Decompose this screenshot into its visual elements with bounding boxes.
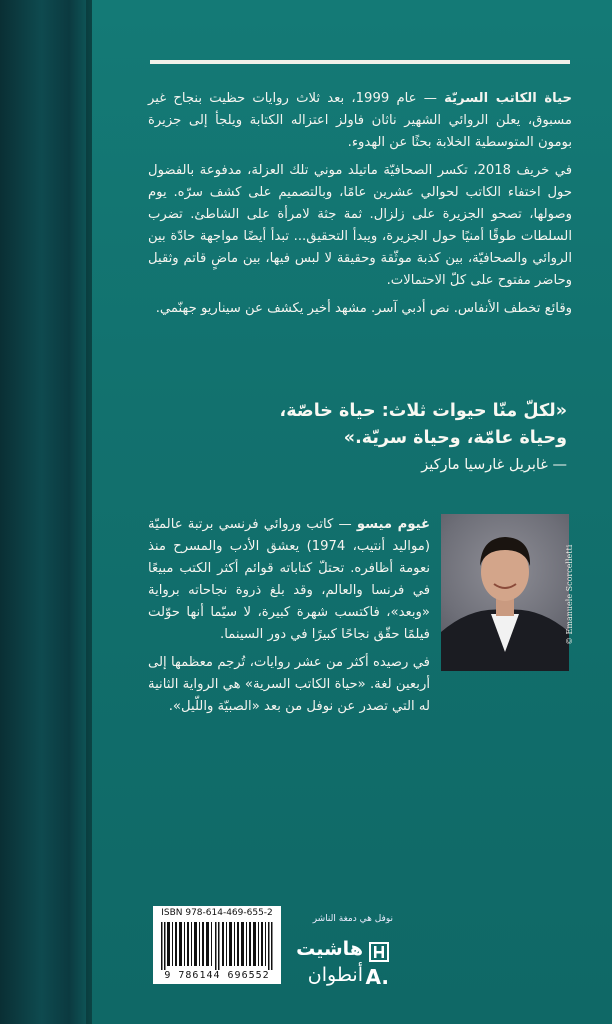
- synopsis: [148, 88, 572, 326]
- author-p1-body: — كاتب وروائي فرنسي برتبة عالميّة (مواليد أنتيب، 1974) يعشق الأدب والمسرح منذ نعومة أظافره. تحتلّ كتاباته قوائم أكثر الكتب مبيعًا في فرنسا والعالم، وقد بلغ ذروة نجاحاته برواية «وبعد»، فاكتسب شهرة كبيرة، لا سيّما أنها حوّلت فيلمًا حقّق نجاحًا كبيرًا في دور السينما.: [148, 517, 430, 642]
- hachette-h-icon: [369, 942, 389, 962]
- isbn-text: ISBN 978-614-469-655-2: [161, 908, 273, 918]
- book-spine: [0, 0, 92, 1024]
- synopsis-paragraph-2: في خريف 2018، تكسر الصحافيّة ماتيلد موني تلك العزلة، مدفوعة بالفضول حول اختفاء الكاتب لحوالي عشرين عامًا، وبالتصميم على كشف سرّه. يوم وصولها، تصحو الجزيرة على زلزال. ثمة جثة لامرأة على الشاطئ. تضرب السلطات طوقًا أمنيًا حول الجزيرة، ويبدأ التحقيق... تبدأ أيضًا مواجهة حادّة بين الروائي والصحافيّة، بين كذبة موثّقة وحقيقة لا لبس فيها، بين ماضٍ قاتم وثقيل وحاضر مفتوح على كلّ الاحتمالات.: [148, 163, 572, 288]
- synopsis-paragraph-1: [148, 88, 572, 154]
- barcode-icon: [161, 922, 273, 970]
- author-portrait-image: [441, 514, 569, 671]
- publisher-name-line-2: أنطوان: [307, 964, 363, 986]
- publisher-logo: [289, 934, 393, 992]
- quote-author: — غابريل غارسيا ماركيز: [421, 457, 567, 473]
- epigraph-quote: [147, 398, 567, 478]
- publisher-mark-letter: A.: [365, 965, 389, 989]
- photo-credit: © Emanuele Scorcelletti: [565, 544, 574, 645]
- publisher-note: نوفل هي دمغة الناشر: [312, 914, 393, 924]
- barcode-label: [153, 906, 281, 984]
- quote-line-2: وحياة عامّة، وحياة سريّة.»: [343, 428, 567, 448]
- publisher-name-line-1: هاشيت: [296, 938, 363, 960]
- author-paragraph-2: في رصيده أكثر من عشر روايات، تُرجم معظمها إلى أربعين لغة. «حياة الكاتب السرية» هي الرواية الثانية له التي تصدر عن نوفل من بعد «الصبيّة واللّيل».: [148, 655, 430, 714]
- book-title: حياة الكاتب السريّة: [444, 91, 572, 106]
- synopsis-paragraph-3: وقائع تخطف الأنفاس. نص أدبي آسر. مشهد أخير يكشف عن سيناريو جهنّمي.: [155, 301, 572, 316]
- quote-line-1: «لكلّ منّا حيوات ثلاث: حياة خاصّة،: [279, 401, 567, 421]
- author-bio: [148, 514, 430, 724]
- synopsis-p1-body: — عام 1999، بعد ثلاث روايات حظيت بنجاح غير مسبوق، يعلن الروائي الشهير ناثان فاولز اعتزاله الكتابة ويلجأ إلى جزيرة بومون المتوسطية الخلابة بحثًا عن الهدوء.: [148, 91, 572, 150]
- barcode-number: 9 786144 696552: [164, 970, 270, 981]
- top-rule: [150, 60, 570, 64]
- author-paragraph-1: [148, 514, 430, 646]
- author-name: غيوم ميسو: [356, 517, 430, 532]
- author-photo: [441, 514, 569, 671]
